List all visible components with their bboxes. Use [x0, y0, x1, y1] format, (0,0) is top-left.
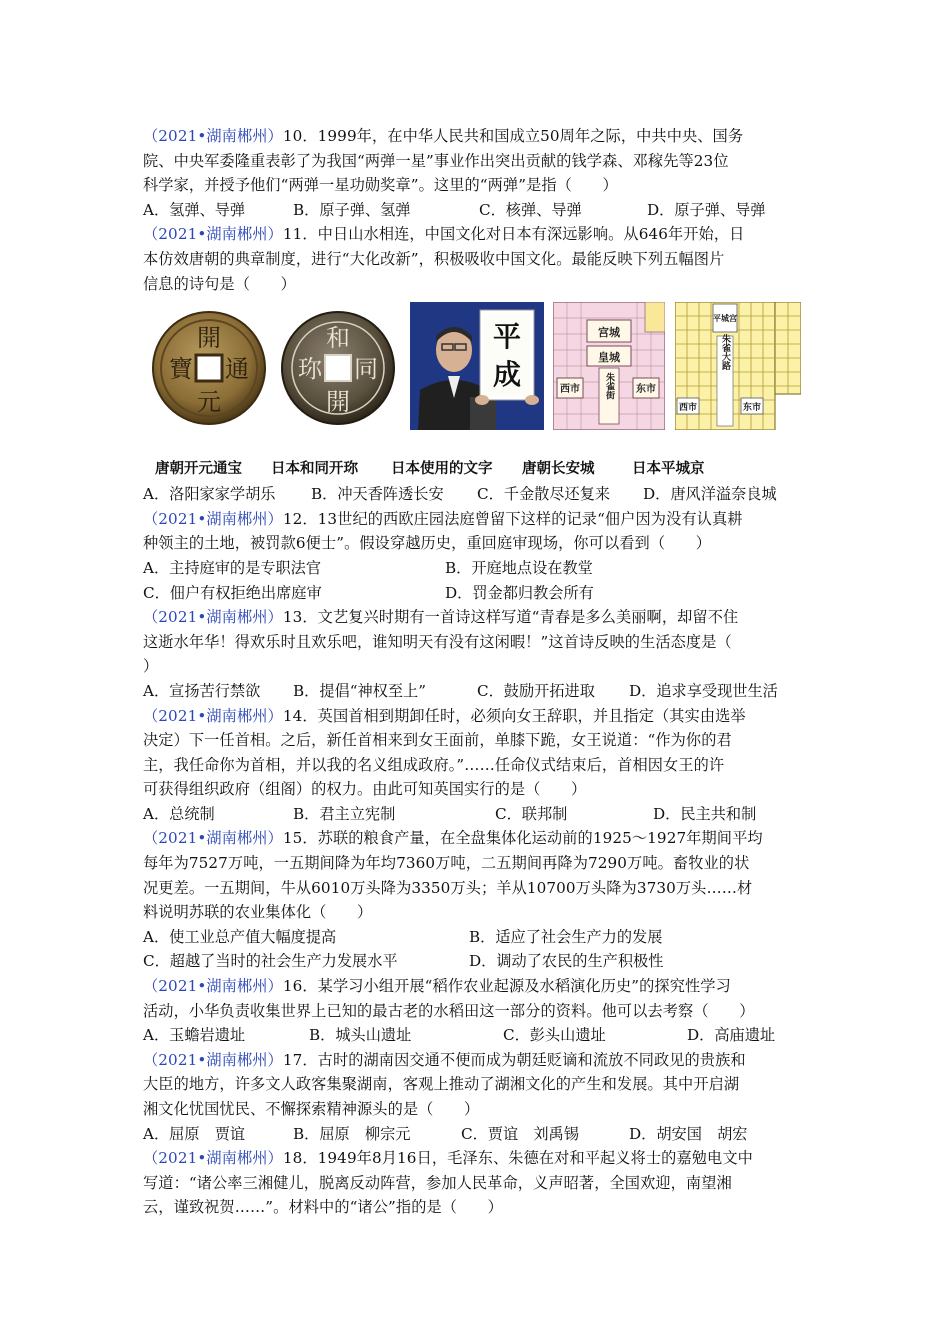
question-text: 14．英国首相到期卸任时，必须向女王辞职，并且指定（其实由选举 [282, 706, 746, 725]
answer-options [143, 949, 811, 974]
question-text: 院、中央军委隆重表彰了为我国“两弹一星”事业作出突出贡献的钱学森、邓稼先等23位 [143, 151, 729, 170]
question-text: 信息的诗句是（ ） [143, 274, 296, 293]
option-b: B．原子弹、氢弹 [293, 200, 411, 219]
coin-char: 和 [326, 324, 350, 353]
map-label: 朱雀街 [604, 372, 614, 400]
option-d: D．高庙遗址 [687, 1026, 776, 1045]
question-12 [143, 507, 811, 605]
question-text: 11．中日山水相连，中国文化对日本有深远影响。从646年开始，日 [282, 225, 745, 244]
question-text: 科学家，并授予他们“两弹一星功勋奖章”。这里的“两弹”是指（ ） [143, 176, 618, 195]
option-d: D．民主共和制 [653, 804, 757, 823]
answer-options [143, 1023, 811, 1048]
option-c: C．千金散尽还复来 [477, 485, 611, 504]
map-label: 东市 [636, 384, 656, 396]
coin-char: 同 [354, 355, 378, 384]
answer-options [143, 802, 811, 827]
question-source: （2021•湖南郴州） [143, 706, 283, 725]
question-13 [143, 605, 811, 703]
option-d: D．胡安国 胡宏 [629, 1124, 748, 1143]
map-label: 东市 [742, 403, 762, 414]
question-text: 料说明苏联的农业集体化（ ） [143, 903, 373, 922]
question-text: 活动，小华负责收集世界上已知的最古老的水稻田这一部分的资料。他可以去考察（ ） [143, 1001, 755, 1020]
question-18 [143, 1146, 811, 1220]
option-b: B．屈原 柳宗元 [293, 1124, 411, 1143]
option-c: C．贾谊 刘禹锡 [461, 1124, 579, 1143]
heijokyo-city-map [675, 302, 801, 430]
answer-options [143, 556, 811, 581]
option-c: C．彭头山遗址 [503, 1026, 606, 1045]
question-text: 种领主的土地，被罚款6便士”。假设穿越历史，重回庭审现场，你可以看到（ ） [143, 534, 711, 553]
coin-char: 開 [197, 324, 221, 353]
coin-char: 通 [225, 355, 249, 384]
option-d: D．罚金都归教会所有 [445, 583, 594, 602]
coin-char: 寶 [169, 355, 193, 384]
question-text: 本仿效唐朝的典章制度，进行“大化改新”，积极吸收中国文化。最能反映下列五幅图片 [143, 249, 725, 268]
option-b: B．君主立宪制 [293, 804, 396, 823]
question-17 [143, 1048, 811, 1146]
option-a: A．氢弹、导弹 [143, 200, 246, 219]
map-label: 皇城 [598, 351, 620, 365]
option-c: C．佃户有权拒绝出席庭审 [143, 583, 322, 602]
option-a: A．主持庭审的是专职法官 [143, 558, 322, 577]
question-text: 可获得组织政府（组阁）的权力。由此可知英国实行的是（ ） [143, 780, 587, 799]
option-d: D．原子弹、导弹 [647, 200, 766, 219]
option-b: B．提倡“神权至上” [293, 681, 427, 700]
question-text: 写道：“诸公率三湘健儿，脱离反动阵营，参加人民革命，义声昭著，全国欢迎，南望湘 [143, 1173, 732, 1192]
exam-page [143, 124, 811, 1220]
map-label: 西市 [560, 384, 580, 396]
question-text: 这逝水年华！得欢乐时且欢乐吧，谁知明天有没有这闲暇！”这首诗反映的生活态度是（ [143, 632, 732, 651]
question-source: （2021•湖南郴州） [143, 1050, 283, 1069]
option-a: A．宣扬苦行禁欲 [143, 681, 261, 700]
option-c: C．联邦制 [495, 804, 568, 823]
option-d: D．调动了农民的生产积极性 [469, 952, 664, 971]
option-c: C．超越了当时的社会生产力发展水平 [143, 952, 398, 971]
question-text: 大臣的地方，许多文人政客集聚湖南，客观上推动了湖湘文化的产生和发展。其中开启湖 [143, 1075, 740, 1094]
question-text: 13．文艺复兴时期有一首诗这样写道“青春是多么美丽啊，却留不住 [282, 608, 739, 627]
option-b: B．开庭地点设在教堂 [445, 558, 593, 577]
question-source: （2021•湖南郴州） [143, 1149, 283, 1168]
caption: 日本平城京 [632, 461, 705, 478]
map-label: 宫城 [598, 326, 620, 340]
question-text: 湘文化忧国忧民、不懈探索精神源头的是（ ） [143, 1100, 480, 1118]
question-source: （2021•湖南郴州） [143, 608, 283, 627]
option-a: A．洛阳家家学胡乐 [143, 485, 276, 504]
coin-char: 珎 [298, 355, 322, 384]
answer-options [143, 581, 811, 606]
image-captions [143, 456, 811, 482]
question-text: 15．苏联的粮食产量，在全盘集体化运动前的1925～1927年期间平均 [282, 829, 763, 848]
option-b: B．冲天香阵透长安 [311, 485, 444, 504]
option-c: C．核弹、导弹 [479, 200, 582, 219]
question-text: 17．古时的湖南因交通不便而成为朝廷贬谪和流放不同政见的贵族和 [282, 1050, 746, 1069]
question-text: ） [143, 657, 159, 676]
question-15 [143, 826, 811, 974]
option-b: B．城头山遗址 [309, 1026, 412, 1045]
kaiyuan-coin-image [151, 310, 267, 426]
option-a: A．玉蟾岩遗址 [143, 1026, 246, 1045]
question-source: （2021•湖南郴州） [143, 509, 283, 528]
question-source: （2021•湖南郴州） [143, 977, 283, 996]
answer-options [143, 679, 811, 704]
question-text: 云，谨致祝贺……”。材料中的“诸公”指的是（ ） [143, 1198, 503, 1217]
question-text: 10．1999年，在中华人民共和国成立50周年之际，中共中央、国务 [282, 127, 744, 145]
question-text: 主，我任命你为首相，并以我的名义组成政府。”……任命仪式结束后，首相因女王的许 [143, 755, 725, 774]
question-14 [143, 704, 811, 827]
question-16 [143, 974, 811, 1048]
option-a: A．屈原 贾谊 [143, 1124, 246, 1143]
option-d: D．唐风洋溢奈良城 [643, 485, 777, 504]
answer-options [143, 925, 811, 950]
question-text: 决定）下一任首相。之后，新任首相来到女王面前，单膝下跪，女王说道：“作为你的君 [143, 731, 732, 750]
answer-options [143, 1122, 811, 1147]
question-text: 况更差。一五期间，牛从6010万头降为3350万头；羊从10700万头降为3730万头……材 [143, 878, 753, 897]
map-label: 西市 [678, 403, 698, 414]
option-b: B．适应了社会生产力的发展 [469, 927, 663, 946]
answer-options [143, 482, 811, 507]
sign-char: 平 [492, 320, 522, 354]
question-text: 12．13世纪的西欧庄园法庭曾留下这样的记录“佃户因为没有认真耕 [282, 509, 743, 528]
question-source: （2021•湖南郴州） [143, 225, 283, 244]
heisei-announcement-photo [410, 302, 544, 430]
caption: 日本和同开珎 [271, 461, 358, 478]
sign-char: 成 [492, 358, 522, 392]
coin-char: 元 [197, 388, 221, 417]
question-10 [143, 124, 811, 222]
caption: 唐朝开元通宝 [155, 461, 242, 478]
question-source: （2021•湖南郴州） [143, 127, 283, 145]
option-a: A．使工业总产值大幅度提高 [143, 927, 337, 946]
answer-options [143, 198, 811, 223]
map-label: 平城宫 [713, 314, 737, 324]
option-d: D．追求享受现世生活 [629, 681, 778, 700]
question-source: （2021•湖南郴州） [143, 829, 283, 848]
caption: 日本使用的文字 [391, 461, 493, 478]
changan-city-map [553, 302, 665, 430]
option-a: A．总统制 [143, 804, 215, 823]
question-text: 18．1949年8月16日，毛泽东、朱德在对和平起义将士的嘉勉电文中 [282, 1149, 753, 1168]
caption: 唐朝长安城 [522, 461, 595, 478]
option-c: C．鼓励开拓进取 [477, 681, 595, 700]
question-images [143, 302, 811, 454]
question-11 [143, 222, 811, 506]
wadokaichin-coin-image [280, 310, 396, 426]
question-text: 每年为7527万吨，一五期间降为年均7360万吨，二五期间再降为7290万吨。畜牧业的状 [143, 854, 750, 873]
coin-char: 開 [326, 388, 350, 417]
map-label: 朱雀大路 [720, 334, 730, 371]
question-text: 16．某学习小组开展“稻作农业起源及水稻演化历史”的探究性学习 [282, 977, 731, 996]
